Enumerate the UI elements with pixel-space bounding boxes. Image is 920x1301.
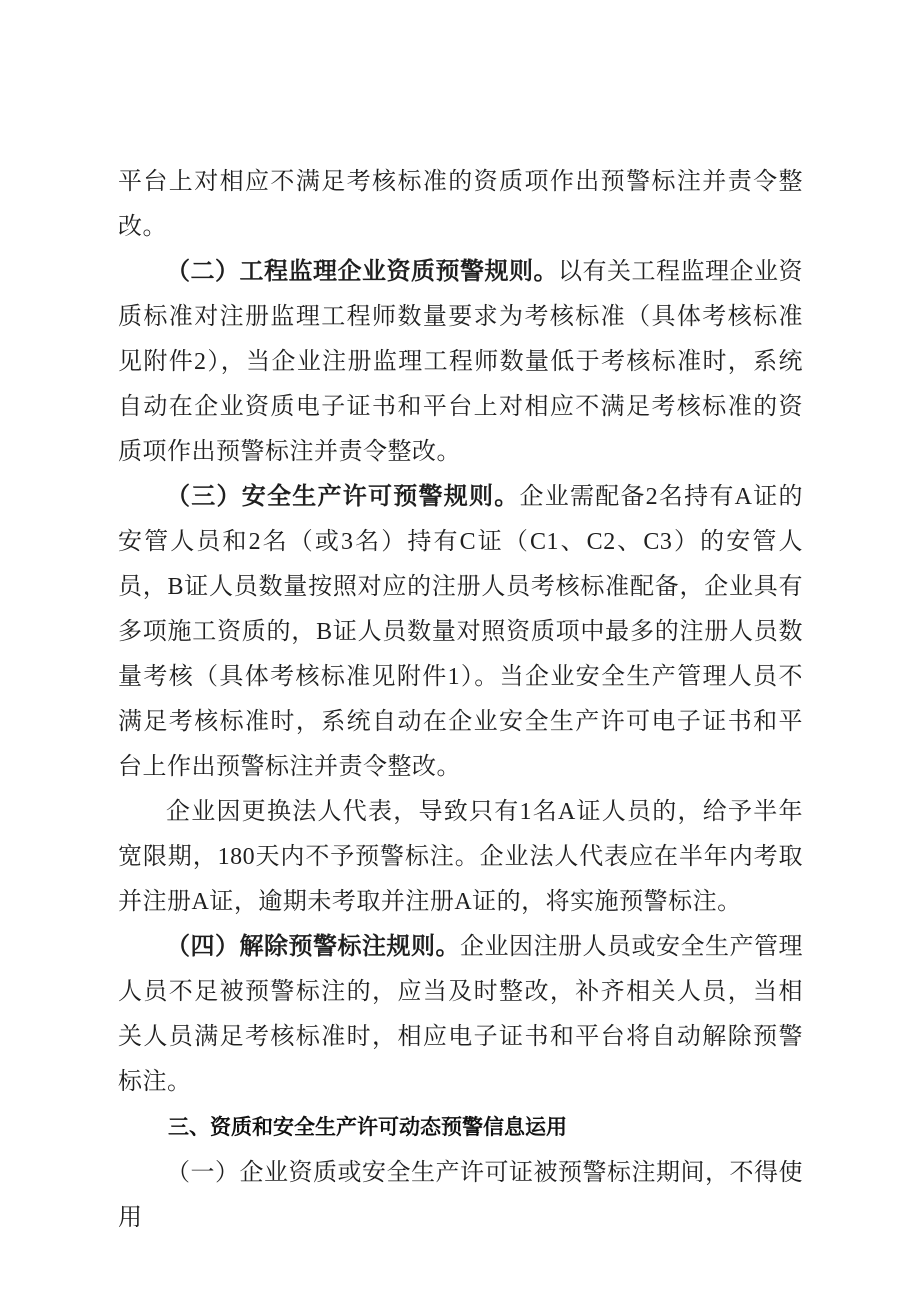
paragraph-rule-safety-permit xyxy=(118,475,803,790)
paragraph-text: 企业因注册人员或安全生产管理人员不足被预警标注的，应当及时整改，补齐相关人员，当相关人员满足考核标准时，相应电子证书和平台将自动解除预警标注。 xyxy=(118,934,803,1095)
run-in-heading: （三）安全生产许可预警规则。 xyxy=(166,484,520,510)
paragraph-legal-representative xyxy=(118,790,803,925)
paragraph-text: （一）企业资质或安全生产许可证被预警标注期间，不得使用 xyxy=(118,1160,803,1231)
paragraph-rule-lift-warning xyxy=(118,925,803,1105)
paragraph-text: 企业因更换法人代表，导致只有1名A证人员的，给予半年宽限期，180天内不予预警标注。企业法人代表应在半年内考取并注册A证，逾期未考取并注册A证的，将实施预警标注。 xyxy=(118,799,803,915)
run-in-heading: （四）解除预警标注规则。 xyxy=(166,934,460,960)
paragraph-usage-rule xyxy=(118,1151,803,1241)
section-heading: 三、资质和安全生产许可动态预警信息运用 xyxy=(168,1116,567,1139)
run-in-heading: （二）工程监理企业资质预警规则。 xyxy=(166,259,558,285)
paragraph-rule-supervision xyxy=(118,250,803,475)
paragraph-text: 以有关工程监理企业资质标准对注册监理工程师数量要求为考核标准（具体考核标准见附件2），当企业注册监理工程师数量低于考核标准时，系统自动在企业资质电子证书和平台上对相应不满足考核标准的资质项作出预警标注并责令整改。 xyxy=(118,259,803,465)
paragraph-continuation xyxy=(118,160,803,250)
paragraph-text: 企业需配备2名持有A证的安管人员和2名（或3名）持有C证（C1、C2、C3）的安管人员，B证人员数量按照对应的注册人员考核标准配备，企业具有多项施工资质的，B证人员数量对照资质项中最多的注册人员数量考核（具体考核标准见附件1）。当企业安全生产管理人员不满足考核标准时，系统自动在企业安全生产许可电子证书和平台上作出预警标注并责令整改。 xyxy=(118,484,803,780)
paragraph-text: 平台上对相应不满足考核标准的资质项作出预警标注并责令整改。 xyxy=(118,169,803,240)
